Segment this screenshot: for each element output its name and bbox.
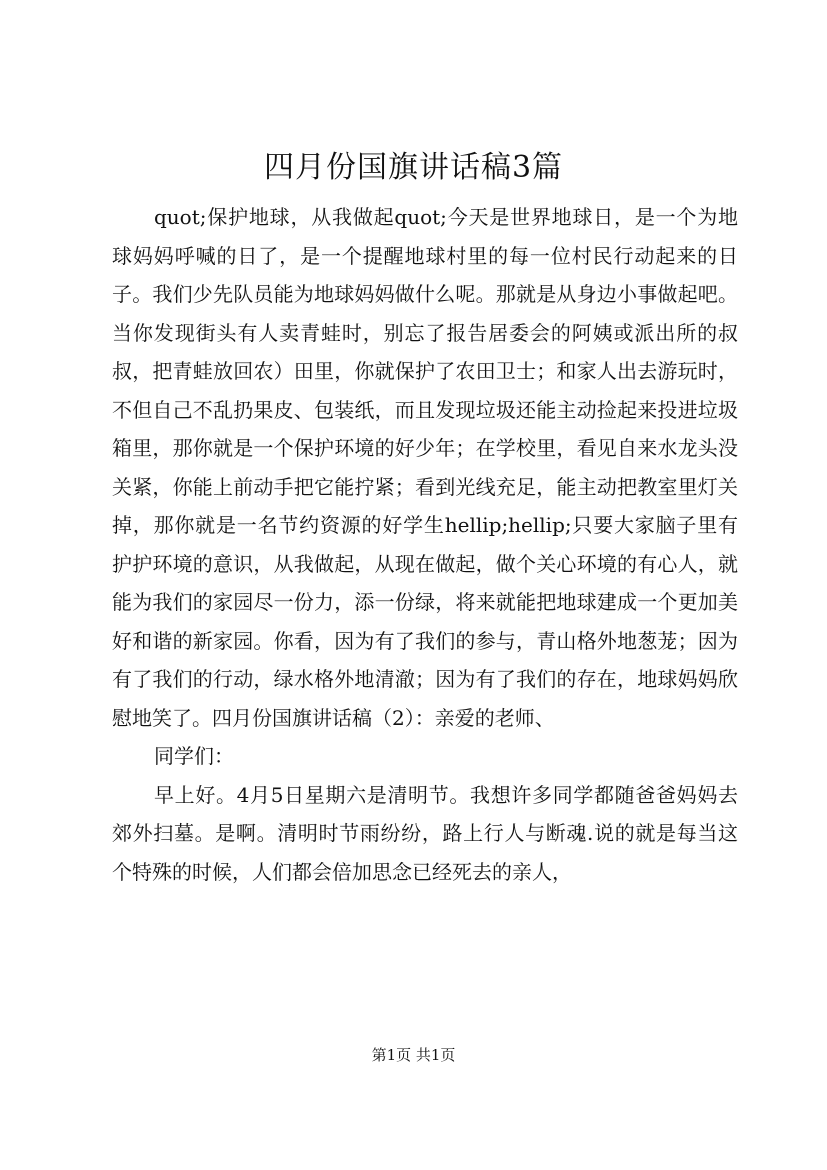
document-title: 四月份国旗讲话稿3篇 — [263, 150, 564, 185]
paragraph-3: 早上好。4月5日星期六是清明节。我想许多同学都随爸爸妈妈去郊外扫墓。是啊。清明时节雨纷纷，路上行人与断魂.说的就是每当这个特殊的时候，人们都会倍加思念已经死去的亲人， — [112, 782, 738, 884]
paragraph-2: 同学们： — [154, 744, 234, 768]
document-body — [112, 198, 738, 891]
page-footer: 第1页 共1页 — [371, 1046, 456, 1064]
paragraph-1: quot;保护地球，从我做起quot;今天是世界地球日，是一个为地球妈妈呼喊的日了，是一个提醒地球村里的每一位村民行动起来的日子。我们少先队员能为地球妈妈做什么呢。那就是从身边小事做起吧。当你发现街头有人卖青蛙时，别忘了报告居委会的阿姨或派出所的叔叔，把青蛙放回农）田里，你就保护了农田卫士；和家人出去游玩时，不但自己不乱扔果皮、包装纸，而且发现垃圾还能主动捡起来投进垃圾箱里，那你就是一个保护环境的好少年；在学校里，看见自来水龙头没关紧，你能上前动手把它能拧紧；看到光线充足，能主动把教室里灯关掉，那你就是一名节约资源的好学生hellip;hellip;只要大家脑子里有护护环境的意识，从我做起，从现在做起，做个关心环境的有心人，就能为我们的家园尽一份力，添一份绿，将来就能把地球建成一个更加美好和谐的新家园。你看，因为有了我们的参与，青山格外地葱茏；因为有了我们的行动，绿水格外地清澈；因为有了我们的存在，地球妈妈欣慰地笑了。四月份国旗讲话稿（2）：亲爱的老师、 — [112, 205, 738, 730]
